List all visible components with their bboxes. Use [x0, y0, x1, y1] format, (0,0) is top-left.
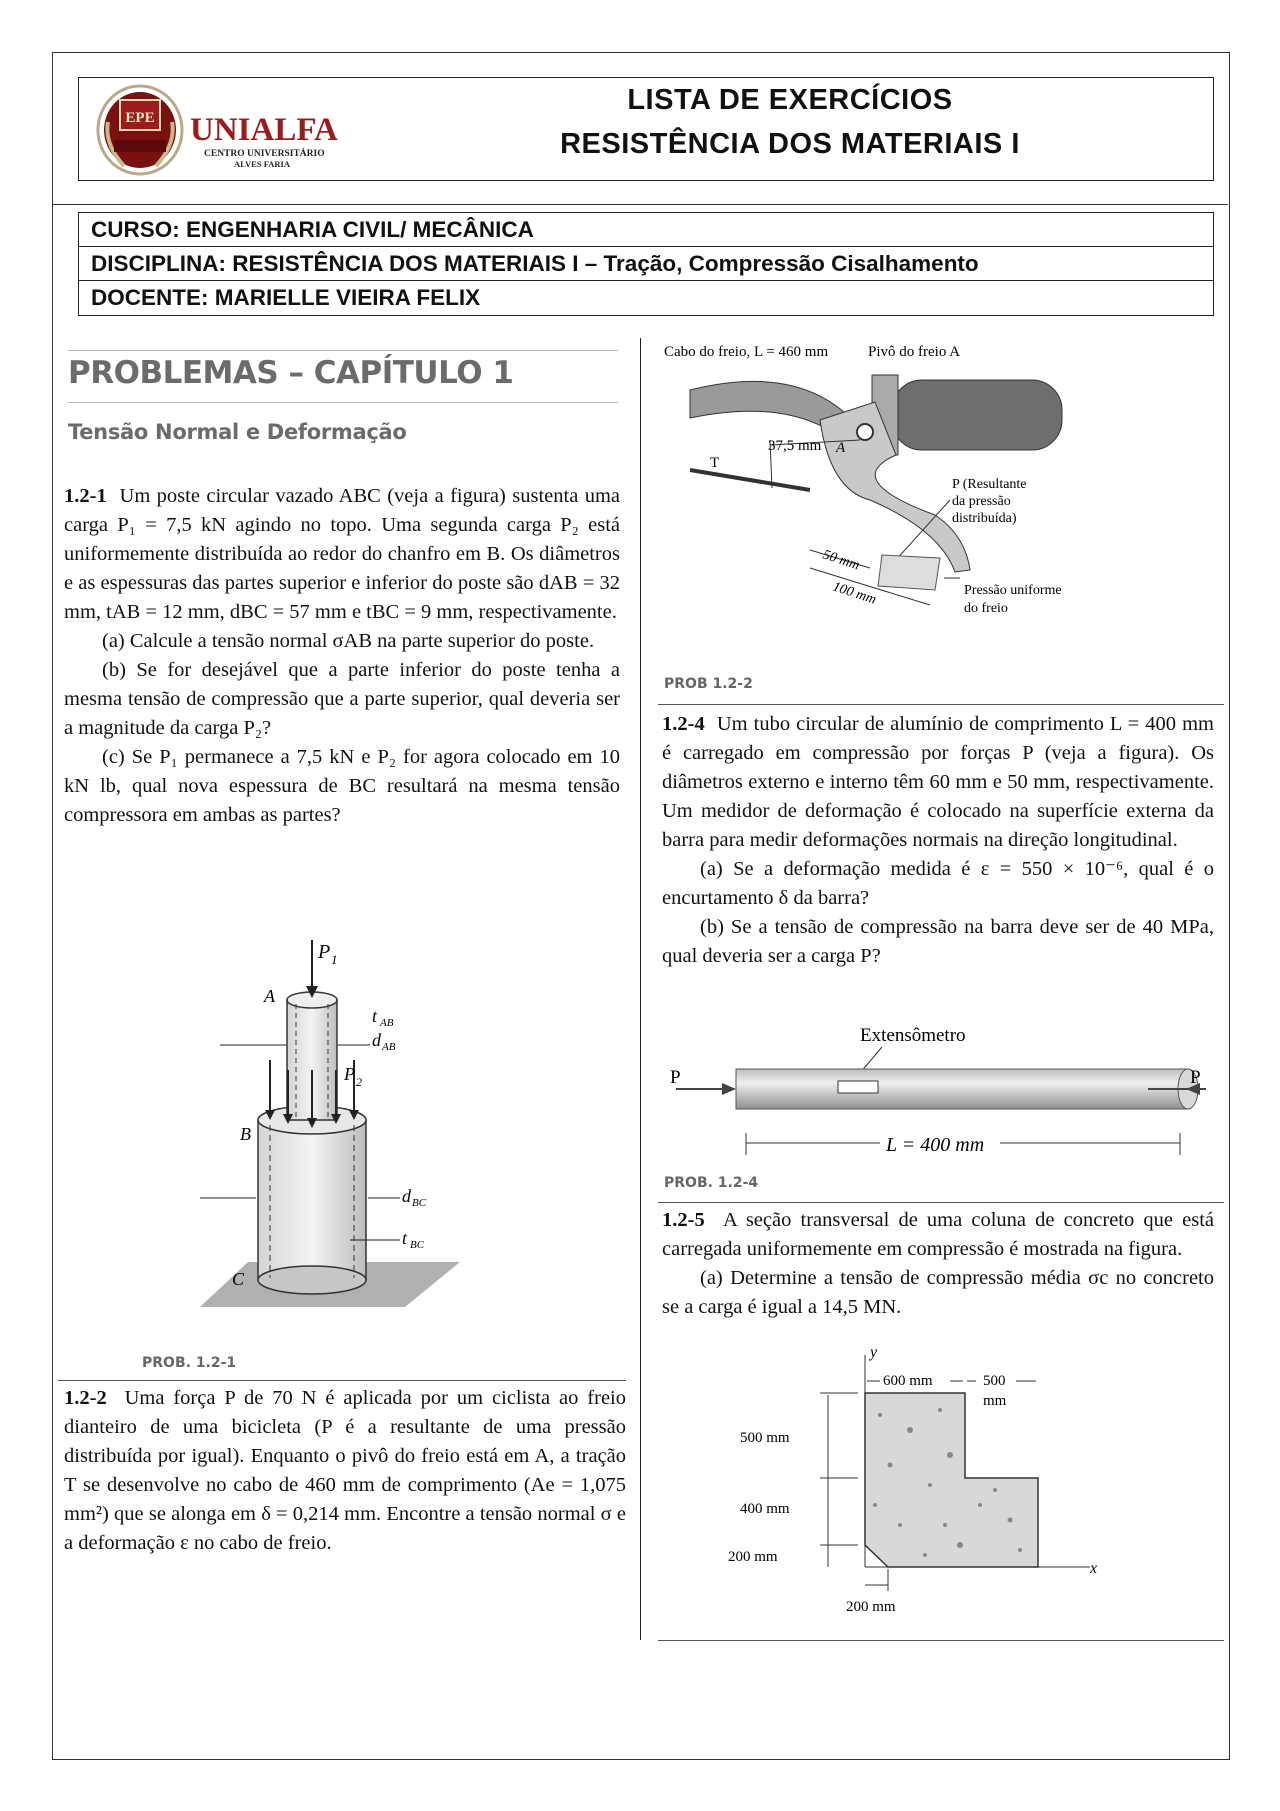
problem-text: Uma força P de 70 N é aplicada por um ciclista ao freio dianteiro de uma bicicleta (P é a resultante de uma pressão distribuída por igual). Enquanto o pivô do freio está em A, a tração T se desenvolve no cabo de 460 mm de comprimento (Ae = 1,075 mm²) que se alonga em δ = 0,214 mm. Encontre a tensão normal σ e a deformação ε no cabo de freio. — [64, 1387, 627, 1554]
chapter-rule-bottom — [68, 402, 618, 403]
problem-1-2-5 — [662, 1206, 1214, 1322]
label-b200: 200 mm — [846, 1599, 896, 1615]
chapter-title: PROBLEMAS – CAPÍTULO 1 — [68, 355, 514, 391]
info-disciplina: DISCIPLINA: RESISTÊNCIA DOS MATERIAIS I – Tração, Compressão Cisalhamento — [79, 246, 1213, 279]
label-600: 600 mm — [883, 1373, 933, 1389]
title-line2: RESISTÊNCIA DOS MATERIAIS I — [560, 128, 1020, 160]
caption-prob-1-2-1: PROB. 1.2-1 — [142, 1355, 237, 1371]
label-x: x — [1090, 1560, 1098, 1577]
problem-1-2-1 — [64, 482, 620, 830]
label-a: A — [264, 986, 275, 1006]
section-title: Tensão Normal e Deformação — [68, 420, 407, 444]
label-h400: 400 mm — [740, 1501, 790, 1517]
title-line1: LISTA DE EXERCÍCIOS — [627, 84, 953, 116]
label-p-1: P (Resultante — [952, 477, 1027, 492]
rule-before-1-2-5 — [658, 1202, 1224, 1203]
label-p2: P — [344, 1064, 355, 1084]
label-y: y — [870, 1344, 878, 1361]
label-b: B — [240, 1124, 251, 1144]
rule-before-1-2-2 — [58, 1380, 626, 1381]
label-tab: t — [372, 1006, 378, 1026]
label-500a: 500 — [983, 1373, 1006, 1389]
label-500b: mm — [983, 1393, 1007, 1409]
figure-post-abc — [200, 940, 500, 1320]
info-curso: CURSO: ENGENHARIA CIVIL/ MECÂNICA — [91, 217, 534, 242]
rule-bottom-right — [658, 1640, 1224, 1641]
laurel-wreath-icon — [98, 86, 182, 174]
label-pivot: Pivô do freio A — [868, 344, 961, 360]
problem-intro: A seção transversal de uma coluna de concreto que está carregada uniformemente em compressão é mostrada na figura. — [662, 1209, 1214, 1260]
problem-1-2-2 — [64, 1384, 626, 1558]
label-p-2: da pressão — [952, 494, 1011, 509]
label-t: T — [710, 455, 720, 471]
chapter-rule-top — [68, 350, 618, 351]
label-dbc-sub: BC — [412, 1197, 427, 1209]
rule-before-1-2-4 — [658, 704, 1224, 705]
label-p-3: distribuída) — [952, 511, 1017, 526]
label-tab-sub: AB — [380, 1017, 394, 1029]
problem-1-2-4 — [662, 710, 1214, 971]
label-375: 37,5 mm — [768, 438, 822, 454]
question-b: (b) Se a tensão de compressão na barra deve ser de 40 MPa, qual deveria ser a carga P? — [662, 916, 1214, 967]
column-divider — [640, 338, 641, 1640]
figure-column-section — [728, 1344, 1120, 1635]
label-dbc: d — [402, 1186, 411, 1206]
label-dab-sub: AB — [382, 1041, 396, 1053]
question-a: (a) Calcule a tensão normal σAB na parte superior do poste. — [102, 630, 595, 652]
label-tbc: t — [402, 1228, 408, 1248]
label-press-2: do freio — [964, 601, 1008, 616]
question-a: (a) Determine a tensão de compressão média σc no concreto se a carga é igual a 14,5 MN. — [662, 1267, 1214, 1318]
problem-number: 1.2-1 — [64, 485, 107, 507]
label-a-brake: A — [836, 440, 846, 456]
label-p-left: P — [670, 1067, 681, 1088]
question-b: (b) Se for desejável que a parte inferior do poste tenha a mesma tensão de compressão que a parte superior, qual deveria ser a magnitude da carga P₂? — [64, 659, 620, 739]
logo-badge-text: EPE — [125, 110, 155, 126]
label-h200: 200 mm — [728, 1549, 778, 1565]
label-cable: Cabo do freio, L = 460 mm — [664, 344, 829, 360]
info-docente: DOCENTE: MARIELLE VIEIRA FELIX — [79, 280, 1213, 313]
problem-number: 1.2-2 — [64, 1387, 107, 1409]
problem-intro: Um tubo circular de alumínio de comprimento L = 400 mm é carregado em compressão por forças P (veja a figura). Os diâmetros externo e interno têm 60 mm e 50 mm, respectivamente. Um medidor de deformação é colocado na superfície externa da barra para medir deformações normais na direção longitudinal. — [662, 713, 1214, 851]
question-c: (c) Se P₁ permanece a 7,5 kN e P₂ for agora colocado em 10 kN lb, qual nova espessura de BC resultará na mesma tensão compressora em ambas as partes? — [64, 746, 620, 826]
label-p2-sub: 2 — [356, 1075, 362, 1089]
label-100: 100 mm — [830, 579, 878, 608]
unialfa-logo — [94, 82, 364, 177]
logo-sub1: CENTRO UNIVERSITÁRIO — [204, 149, 325, 159]
problem-number: 1.2-5 — [662, 1209, 705, 1231]
info-box — [78, 212, 1214, 316]
problem-number: 1.2-4 — [662, 713, 705, 735]
label-50: 50 mm — [820, 547, 862, 574]
figure-tube — [670, 1015, 1210, 1165]
label-length: L = 400 mm — [886, 1134, 985, 1156]
label-h500: 500 mm — [740, 1430, 790, 1446]
label-p1: P — [318, 941, 331, 963]
label-p-right: P — [1190, 1067, 1201, 1088]
logo-sub2: ALVES FARIA — [234, 159, 290, 169]
label-c: C — [232, 1269, 245, 1289]
problem-intro: Um poste circular vazado ABC (veja a figura) sustenta uma carga P₁ = 7,5 kN agindo no topo. Uma segunda carga P₂ está uniformemente distribuída ao redor do chanfro em B. Os diâmetros e as espessuras das partes superior e inferior do poste são dAB = 32 mm, tAB = 12 mm, dBC = 57 mm e tBC = 9 mm, respectivamente. — [64, 485, 620, 623]
label-tbc-sub: BC — [410, 1239, 425, 1251]
logo-name: UNIALFA — [190, 112, 338, 148]
question-a: (a) Se a deformação medida é ε = 550 × 10⁻⁶, qual é o encurtamento δ da barra? — [662, 858, 1214, 909]
label-gauge: Extensômetro — [860, 1025, 966, 1046]
label-p1-sub: 1 — [331, 952, 338, 967]
caption-prob-1-2-2: PROB 1.2-2 — [664, 676, 753, 692]
caption-prob-1-2-4: PROB. 1.2-4 — [664, 1175, 759, 1191]
figure-bike-brake — [660, 340, 1220, 630]
label-press-1: Pressão uniforme — [964, 583, 1062, 598]
label-dab: d — [372, 1030, 381, 1050]
header-separator — [52, 204, 1228, 205]
